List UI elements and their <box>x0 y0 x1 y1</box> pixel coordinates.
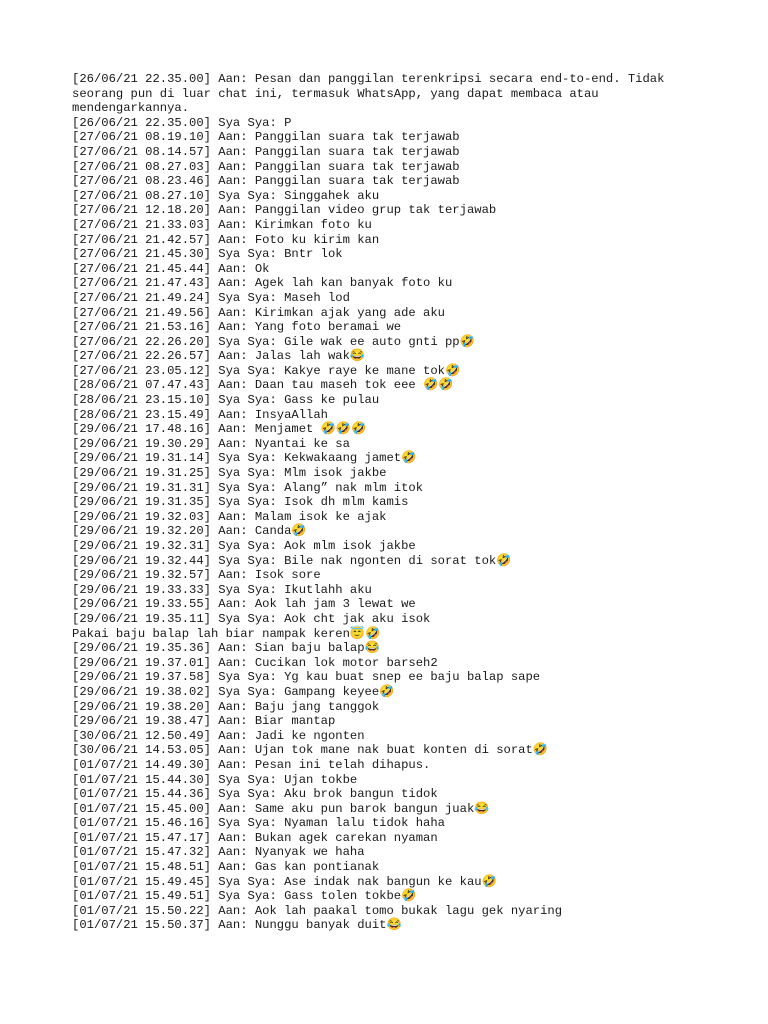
chat-line: [27/06/21 23.05.12] Sya Sya: Kakye raye ke mane tok🤣 <box>72 363 461 378</box>
chat-line: [29/06/21 19.38.20] Aan: Baju jang tanggok <box>72 699 380 714</box>
chat-line: [27/06/21 21.53.16] Aan: Yang foto beramai we <box>72 320 402 335</box>
chat-line: [29/06/21 19.32.31] Sya Sya: Aok mlm isok jakbe <box>72 539 416 553</box>
chat-line: [27/06/21 12.18.20] Aan: Panggilan video grup tak terjawab <box>72 203 497 218</box>
chat-line: [29/06/21 19.31.25] Sya Sya: Mlm isok jakbe <box>72 466 387 481</box>
chat-line: [27/06/21 21.45.44] Aan: Ok <box>72 261 270 276</box>
chat-line: [29/06/21 19.33.55] Aan: Aok lah jam 3 lewat we <box>72 597 416 612</box>
chat-line: [01/07/21 14.49.30] Aan: Pesan ini telah dihapus. <box>72 757 431 772</box>
chat-line: [27/06/21 08.27.03] Aan: Panggilan suara tak terjawab <box>72 159 460 174</box>
chat-line: [27/06/21 22.26.20] Sya Sya: Gile wak ee auto gnti pp🤣 <box>72 334 475 349</box>
chat-line: [01/07/21 15.49.45] Sya Sya: Ase indak nak bangun ke kau🤣 <box>72 874 497 889</box>
chat-line: [29/06/21 19.38.47] Aan: Biar mantap <box>72 714 336 729</box>
chat-line: [01/07/21 15.44.30] Sya Sya: Ujan tokbe <box>72 772 358 787</box>
chat-line: [27/06/21 21.45.30] Sya Sya: Bntr lok <box>72 247 343 262</box>
chat-line: [01/07/21 15.50.22] Aan: Aok lah paakal tomo bukak lagu gek nyaring <box>72 903 563 918</box>
chat-line: [29/06/21 19.32.57] Aan: Isok sore <box>72 568 321 583</box>
chat-line: [29/06/21 19.38.02] Sya Sya: Gampang keyee🤣 <box>72 684 395 699</box>
chat-line: [01/07/21 15.47.32] Aan: Nyanyak we haha <box>72 845 365 860</box>
chat-line: [29/06/21 19.32.03] Aan: Malam isok ke ajak <box>72 509 387 524</box>
chat-line: [29/06/21 19.33.33] Sya Sya: Ikutlahh aku <box>72 582 372 597</box>
chat-line: [01/07/21 15.44.36] Sya Sya: Aku brok bangun tidok <box>72 787 438 802</box>
chat-line: [01/07/21 15.50.37] Aan: Nunggu banyak duit😂 <box>72 918 402 933</box>
chat-line: [29/06/21 19.31.35] Sya Sya: Isok dh mlm kamis <box>72 495 409 510</box>
chat-line: [29/06/21 17.48.16] Aan: Menjamet 🤣🤣🤣 <box>72 422 367 437</box>
chat-line: [29/06/21 19.37.58] Sya Sya: Yg kau buat snep ee baju balap sape <box>72 670 541 685</box>
chat-line: [28/06/21 23.15.49] Aan: InsyaAllah <box>72 407 328 422</box>
chat-line: [27/06/21 08.27.10] Sya Sya: Singgahek aku <box>72 188 380 203</box>
chat-line: [29/06/21 19.35.11] Sya Sya: Aok cht jak aku isok <box>72 611 431 626</box>
chat-transcript <box>72 72 712 933</box>
chat-line: [29/06/21 19.32.44] Sya Sya: Bile nak ngonten di sorat tok🤣 <box>72 553 512 568</box>
chat-line: [27/06/21 21.49.24] Sya Sya: Maseh lod <box>72 290 350 305</box>
chat-line: [01/07/21 15.45.00] Aan: Same aku pun barok bangun juak😂 <box>72 801 490 816</box>
chat-line: [26/06/21 22.35.00] Sya Sya: P <box>72 115 292 130</box>
chat-line: [27/06/21 21.33.03] Aan: Kirimkan foto ku <box>72 217 372 232</box>
chat-line: [29/06/21 19.32.20] Aan: Canda🤣 <box>72 524 307 539</box>
chat-line: [29/06/21 19.35.36] Aan: Sian baju balap😂 <box>72 641 380 656</box>
chat-line: [30/06/21 12.50.49] Aan: Jadi ke ngonten <box>72 728 365 743</box>
chat-line: [28/06/21 07.47.43] Aan: Daan tau maseh tok eee 🤣🤣 <box>72 378 454 393</box>
chat-line: [30/06/21 14.53.05] Aan: Ujan tok mane nak buat konten di sorat🤣 <box>72 743 548 758</box>
chat-line: [29/06/21 19.31.14] Sya Sya: Kekwakaang jamet🤣 <box>72 451 417 466</box>
chat-line: [27/06/21 21.47.43] Aan: Agek lah kan banyak foto ku <box>72 276 453 291</box>
chat-line: [29/06/21 19.30.29] Aan: Nyantai ke sa <box>72 436 350 451</box>
chat-line: [26/06/21 22.35.00] Aan: Pesan dan panggilan terenkripsi secara end-to-end. Tidak seorang pun di luar chat ini, termasuk WhatsApp, yang dapat membaca atau mendengarkannya. <box>72 72 672 116</box>
chat-line: [29/06/21 19.37.01] Aan: Cucikan lok motor barseh2 <box>72 655 438 670</box>
chat-line: [27/06/21 21.42.57] Aan: Foto ku kirim kan <box>72 232 380 247</box>
chat-line: [27/06/21 08.23.46] Aan: Panggilan suara tak terjawab <box>72 174 460 189</box>
chat-line: [27/06/21 08.14.57] Aan: Panggilan suara tak terjawab <box>72 144 460 159</box>
chat-line: [01/07/21 15.46.16] Sya Sya: Nyaman lalu tidok haha <box>72 816 445 831</box>
chat-line: Pakai baju balap lah biar nampak keren😇🤣 <box>72 626 381 641</box>
chat-line: [01/07/21 15.47.17] Aan: Bukan agek carekan nyaman <box>72 830 438 845</box>
chat-line: [27/06/21 08.19.10] Aan: Panggilan suara tak terjawab <box>72 130 460 145</box>
chat-line: [28/06/21 23.15.10] Sya Sya: Gass ke pulau <box>72 393 380 408</box>
chat-line: [01/07/21 15.49.51] Sya Sya: Gass tolen tokbe🤣 <box>72 889 417 904</box>
chat-line: [27/06/21 21.49.56] Aan: Kirimkan ajak yang ade aku <box>72 305 445 320</box>
chat-line: [01/07/21 15.48.51] Aan: Gas kan pontianak <box>72 860 380 875</box>
chat-line: [27/06/21 22.26.57] Aan: Jalas lah wak😂 <box>72 349 366 364</box>
chat-line: [29/06/21 19.31.31] Sya Sya: Alang” nak mlm itok <box>72 480 424 495</box>
